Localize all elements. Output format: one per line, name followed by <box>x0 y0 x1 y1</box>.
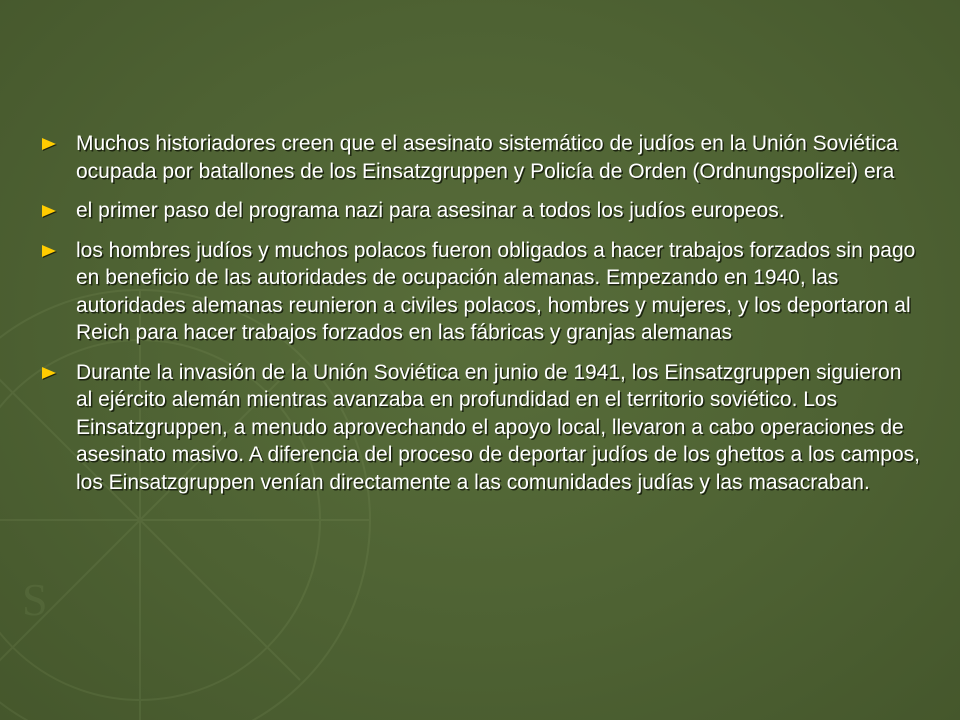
bullet-text: Muchos historiadores creen que el asesinato sistemático de judíos en la Unión Soviética ocupada por batallones de los Einsatzgruppen y Policía de Orden (Ordnungspolizei) era <box>76 132 898 183</box>
bullet-text: los hombres judíos y muchos polacos fueron obligados a hacer trabajos forzados sin pago en beneficio de las autoridades de ocupación alemanas. Empezando en 1940, las autoridades alemanas reunieron a civiles polacos, hombres y mujeres, y los deportaron al Reich para hacer trabajos forzados en las fábricas y granjas alemanas <box>76 238 916 344</box>
bullet-item <box>40 359 920 497</box>
triangle-bullet-icon <box>42 245 56 257</box>
bullet-text: Durante la invasión de la Unión Soviética en junio de 1941, los Einsatzgruppen siguieron al ejército alemán mientras avanzaba en profundidad en el territorio soviético. Los Einsatzgruppen, a menudo aprovechando el apoyo local, llevaron a cabo operaciones de asesinato masivo. A diferencia del proceso de deportar judíos de los ghettos a los campos, los Einsatzgruppen venían directamente a las comunidades judías y las masacraban. <box>76 360 920 494</box>
svg-text:S: S <box>22 574 48 625</box>
bullet-list <box>40 130 920 496</box>
triangle-bullet-icon <box>42 367 56 379</box>
bullet-item <box>40 197 920 225</box>
bullet-text: el primer paso del programa nazi para asesinar a todos los judíos europeos. <box>76 199 785 222</box>
bullet-item <box>40 237 920 347</box>
triangle-bullet-icon <box>42 205 56 217</box>
bullet-item <box>40 130 920 185</box>
slide-body <box>40 130 920 508</box>
triangle-bullet-icon <box>42 138 56 150</box>
